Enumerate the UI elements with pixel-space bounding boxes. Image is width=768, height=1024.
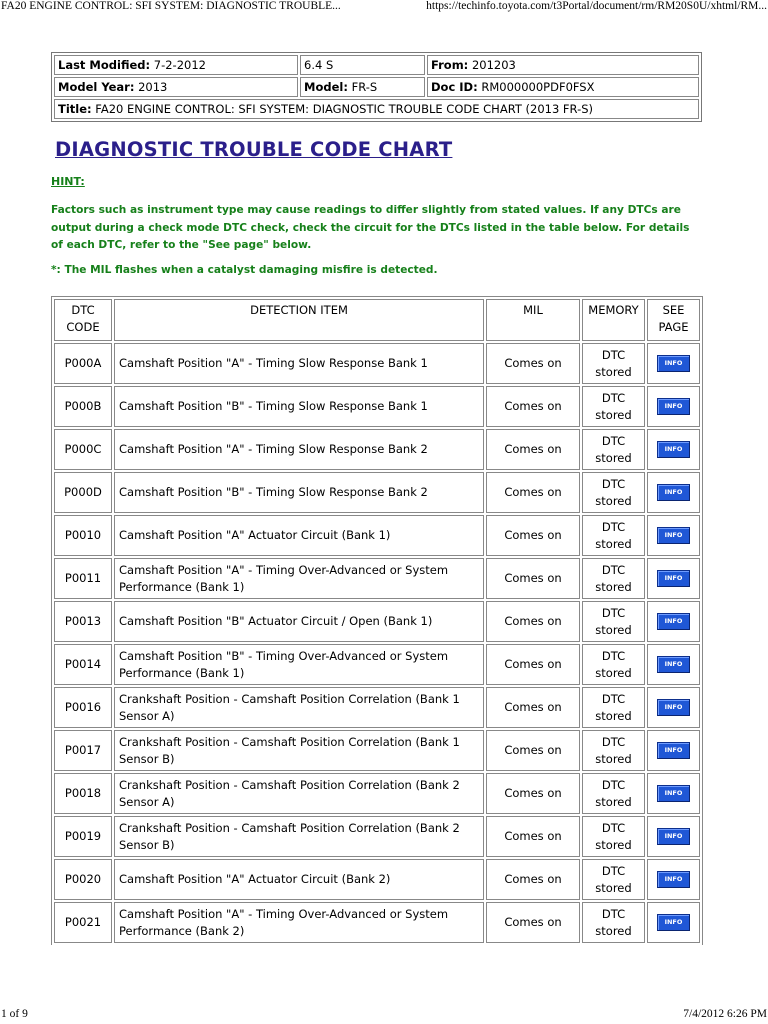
- dtc-table: [51, 296, 703, 945]
- see-page-cell: [647, 515, 700, 556]
- mil-note: *: The MIL flashes when a catalyst damaging misfire is detected.: [51, 264, 438, 276]
- table-row: [54, 343, 700, 384]
- detection-item: Camshaft Position "A" Actuator Circuit (Bank 2): [114, 859, 484, 900]
- table-row: [54, 687, 700, 728]
- memory-line1: DTC: [601, 777, 626, 792]
- memory-status: [582, 816, 645, 857]
- memory-line2: stored: [595, 794, 632, 809]
- header-memory-label: MEMORY: [588, 303, 639, 317]
- meta-doc-id-label: Doc ID:: [431, 80, 478, 94]
- memory-line2: stored: [595, 407, 632, 422]
- page-title: DIAGNOSTIC TROUBLE CODE CHART: [55, 138, 453, 161]
- info-button[interactable]: INFO: [657, 398, 690, 415]
- dtc-code: P000A: [54, 343, 112, 384]
- see-page-cell: [647, 687, 700, 728]
- info-button[interactable]: INFO: [657, 527, 690, 544]
- table-row: [54, 386, 700, 427]
- dtc-code: P0010: [54, 515, 112, 556]
- print-header-title: FA20 ENGINE CONTROL: SFI SYSTEM: DIAGNOSTIC TROUBLE...: [1, 0, 341, 12]
- memory-line2: stored: [595, 622, 632, 637]
- meta-last-modified: [54, 55, 298, 75]
- header-detection-item: [114, 299, 484, 341]
- see-page-cell: [647, 859, 700, 900]
- memory-status: [582, 558, 645, 599]
- document-meta-table: [51, 52, 702, 122]
- mil-status: Comes on: [486, 558, 580, 599]
- mil-status: Comes on: [486, 687, 580, 728]
- memory-status: [582, 472, 645, 513]
- table-row: [54, 816, 700, 857]
- meta-version: [300, 55, 425, 75]
- detection-item: Camshaft Position "B" Actuator Circuit / Open (Bank 1): [114, 601, 484, 642]
- memory-line1: DTC: [601, 605, 626, 620]
- memory-line2: stored: [595, 364, 632, 379]
- memory-line1: DTC: [601, 863, 626, 878]
- meta-version-value: 6.4 S: [304, 58, 334, 72]
- hint-label: HINT:: [51, 175, 85, 188]
- meta-model-value: FR-S: [351, 80, 378, 94]
- header-memory: [582, 299, 645, 341]
- header-dtc-code: [54, 299, 112, 341]
- dtc-code: P000D: [54, 472, 112, 513]
- mil-status: Comes on: [486, 429, 580, 470]
- memory-line2: stored: [595, 880, 632, 895]
- memory-line1: DTC: [601, 390, 626, 405]
- memory-line1: DTC: [601, 691, 626, 706]
- detection-item: Camshaft Position "A" Actuator Circuit (Bank 1): [114, 515, 484, 556]
- detection-item: Crankshaft Position - Camshaft Position Correlation (Bank 1 Sensor A): [114, 687, 484, 728]
- meta-title-label: Title:: [58, 102, 92, 116]
- meta-last-modified-label: Last Modified:: [58, 58, 151, 72]
- info-button[interactable]: INFO: [657, 355, 690, 372]
- see-page-cell: [647, 730, 700, 771]
- memory-status: [582, 386, 645, 427]
- meta-doc-id: [427, 77, 699, 97]
- mil-status: Comes on: [486, 902, 580, 943]
- memory-line2: stored: [595, 708, 632, 723]
- meta-title: [54, 99, 699, 119]
- dtc-code: P0014: [54, 644, 112, 685]
- dtc-code: P0013: [54, 601, 112, 642]
- detection-item: Camshaft Position "B" - Timing Slow Response Bank 2: [114, 472, 484, 513]
- mil-status: Comes on: [486, 472, 580, 513]
- memory-status: [582, 601, 645, 642]
- info-button[interactable]: INFO: [657, 699, 690, 716]
- memory-line1: DTC: [601, 820, 626, 835]
- detection-item: Camshaft Position "A" - Timing Slow Response Bank 1: [114, 343, 484, 384]
- dtc-code: P0020: [54, 859, 112, 900]
- meta-last-modified-value: 7-2-2012: [153, 58, 206, 72]
- memory-status: [582, 902, 645, 943]
- header-see-page: [647, 299, 700, 341]
- detection-item: Camshaft Position "B" - Timing Slow Response Bank 1: [114, 386, 484, 427]
- table-row: [54, 773, 700, 814]
- header-mil-label: MIL: [523, 303, 543, 317]
- dtc-code: P000B: [54, 386, 112, 427]
- memory-line1: DTC: [601, 562, 626, 577]
- header-dtc-code-line2: CODE: [66, 320, 100, 334]
- detection-item: Crankshaft Position - Camshaft Position Correlation (Bank 1 Sensor B): [114, 730, 484, 771]
- memory-line2: stored: [595, 579, 632, 594]
- print-footer: [0, 1008, 768, 1024]
- info-button[interactable]: INFO: [657, 914, 690, 931]
- memory-status: [582, 429, 645, 470]
- meta-title-value: FA20 ENGINE CONTROL: SFI SYSTEM: DIAGNOSTIC TROUBLE CODE CHART (2013 FR-S): [95, 102, 594, 116]
- see-page-cell: [647, 816, 700, 857]
- memory-line1: DTC: [601, 734, 626, 749]
- info-button[interactable]: INFO: [657, 742, 690, 759]
- mil-status: Comes on: [486, 859, 580, 900]
- detection-item: Camshaft Position "A" - Timing Slow Response Bank 2: [114, 429, 484, 470]
- table-row: [54, 558, 700, 599]
- memory-status: [582, 343, 645, 384]
- detection-item: Camshaft Position "A" - Timing Over-Advanced or System Performance (Bank 1): [114, 558, 484, 599]
- detection-item: Crankshaft Position - Camshaft Position Correlation (Bank 2 Sensor B): [114, 816, 484, 857]
- meta-from: [427, 55, 699, 75]
- info-button[interactable]: INFO: [657, 785, 690, 802]
- info-button[interactable]: INFO: [657, 871, 690, 888]
- see-page-cell: [647, 429, 700, 470]
- header-detection-item-label: DETECTION ITEM: [250, 303, 348, 317]
- memory-status: [582, 644, 645, 685]
- mil-status: Comes on: [486, 773, 580, 814]
- meta-model: [300, 77, 425, 97]
- see-page-cell: [647, 472, 700, 513]
- memory-status: [582, 515, 645, 556]
- info-button[interactable]: INFO: [657, 656, 690, 673]
- memory-line2: stored: [595, 536, 632, 551]
- meta-doc-id-value: RM000000PDF0FSX: [481, 80, 595, 94]
- table-row: [54, 472, 700, 513]
- meta-model-year-value: 2013: [138, 80, 168, 94]
- memory-status: [582, 773, 645, 814]
- mil-status: Comes on: [486, 816, 580, 857]
- see-page-cell: [647, 644, 700, 685]
- meta-from-value: 201203: [471, 58, 516, 72]
- table-row: [54, 644, 700, 685]
- dtc-code: P0017: [54, 730, 112, 771]
- see-page-cell: [647, 601, 700, 642]
- table-row: [54, 515, 700, 556]
- header-see-page-line1: SEE: [662, 303, 685, 317]
- mil-status: Comes on: [486, 343, 580, 384]
- header-mil: [486, 299, 580, 341]
- see-page-cell: [647, 902, 700, 943]
- detection-item: Camshaft Position "B" - Timing Over-Advanced or System Performance (Bank 1): [114, 644, 484, 685]
- mil-status: Comes on: [486, 730, 580, 771]
- dtc-code: P0016: [54, 687, 112, 728]
- memory-status: [582, 859, 645, 900]
- table-row: [54, 429, 700, 470]
- mil-status: Comes on: [486, 601, 580, 642]
- memory-line1: DTC: [601, 906, 626, 921]
- info-button[interactable]: INFO: [657, 613, 690, 630]
- dtc-code: P0011: [54, 558, 112, 599]
- detection-item: Crankshaft Position - Camshaft Position Correlation (Bank 2 Sensor A): [114, 773, 484, 814]
- memory-status: [582, 730, 645, 771]
- see-page-cell: [647, 773, 700, 814]
- memory-line1: DTC: [601, 648, 626, 663]
- meta-model-label: Model:: [304, 80, 348, 94]
- dtc-table-header-row: [54, 299, 700, 341]
- table-row: [54, 859, 700, 900]
- memory-line1: DTC: [601, 476, 626, 491]
- header-see-page-line2: PAGE: [658, 320, 689, 334]
- detection-item: Camshaft Position "A" - Timing Over-Advanced or System Performance (Bank 2): [114, 902, 484, 943]
- hint-text: Factors such as instrument type may cause readings to differ slightly from stated values. If any DTCs are output during a check mode DTC check, check the circuit for the DTCs listed in the table below. For details of each DTC, refer to the "See page" below.: [51, 204, 690, 251]
- memory-line2: stored: [595, 837, 632, 852]
- mil-status: Comes on: [486, 515, 580, 556]
- print-header-url: https://techinfo.toyota.com/t3Portal/document/rm/RM20S0U/xhtml/RM...: [426, 0, 767, 12]
- print-datetime: 7/4/2012 6:26 PM: [683, 1008, 767, 1020]
- table-row: [54, 730, 700, 771]
- print-header: [0, 0, 768, 16]
- memory-line2: stored: [595, 450, 632, 465]
- meta-from-label: From:: [431, 58, 469, 72]
- dtc-code: P0019: [54, 816, 112, 857]
- see-page-cell: [647, 343, 700, 384]
- meta-model-year: [54, 77, 298, 97]
- mil-status: Comes on: [486, 386, 580, 427]
- dtc-code: P0018: [54, 773, 112, 814]
- info-button[interactable]: INFO: [657, 441, 690, 458]
- memory-line2: stored: [595, 751, 632, 766]
- info-button[interactable]: INFO: [657, 828, 690, 845]
- table-row: [54, 601, 700, 642]
- info-button[interactable]: INFO: [657, 570, 690, 587]
- see-page-cell: [647, 558, 700, 599]
- memory-line2: stored: [595, 665, 632, 680]
- table-row: [54, 902, 700, 943]
- memory-line1: DTC: [601, 347, 626, 362]
- mil-status: Comes on: [486, 644, 580, 685]
- info-button[interactable]: INFO: [657, 484, 690, 501]
- header-dtc-code-line1: DTC: [71, 303, 95, 317]
- memory-line1: DTC: [601, 519, 626, 534]
- see-page-cell: [647, 386, 700, 427]
- memory-status: [582, 687, 645, 728]
- memory-line2: stored: [595, 493, 632, 508]
- meta-model-year-label: Model Year:: [58, 80, 135, 94]
- memory-line2: stored: [595, 923, 632, 938]
- dtc-code: P000C: [54, 429, 112, 470]
- page-number: 1 of 9: [1, 1008, 28, 1020]
- dtc-code: P0021: [54, 902, 112, 943]
- memory-line1: DTC: [601, 433, 626, 448]
